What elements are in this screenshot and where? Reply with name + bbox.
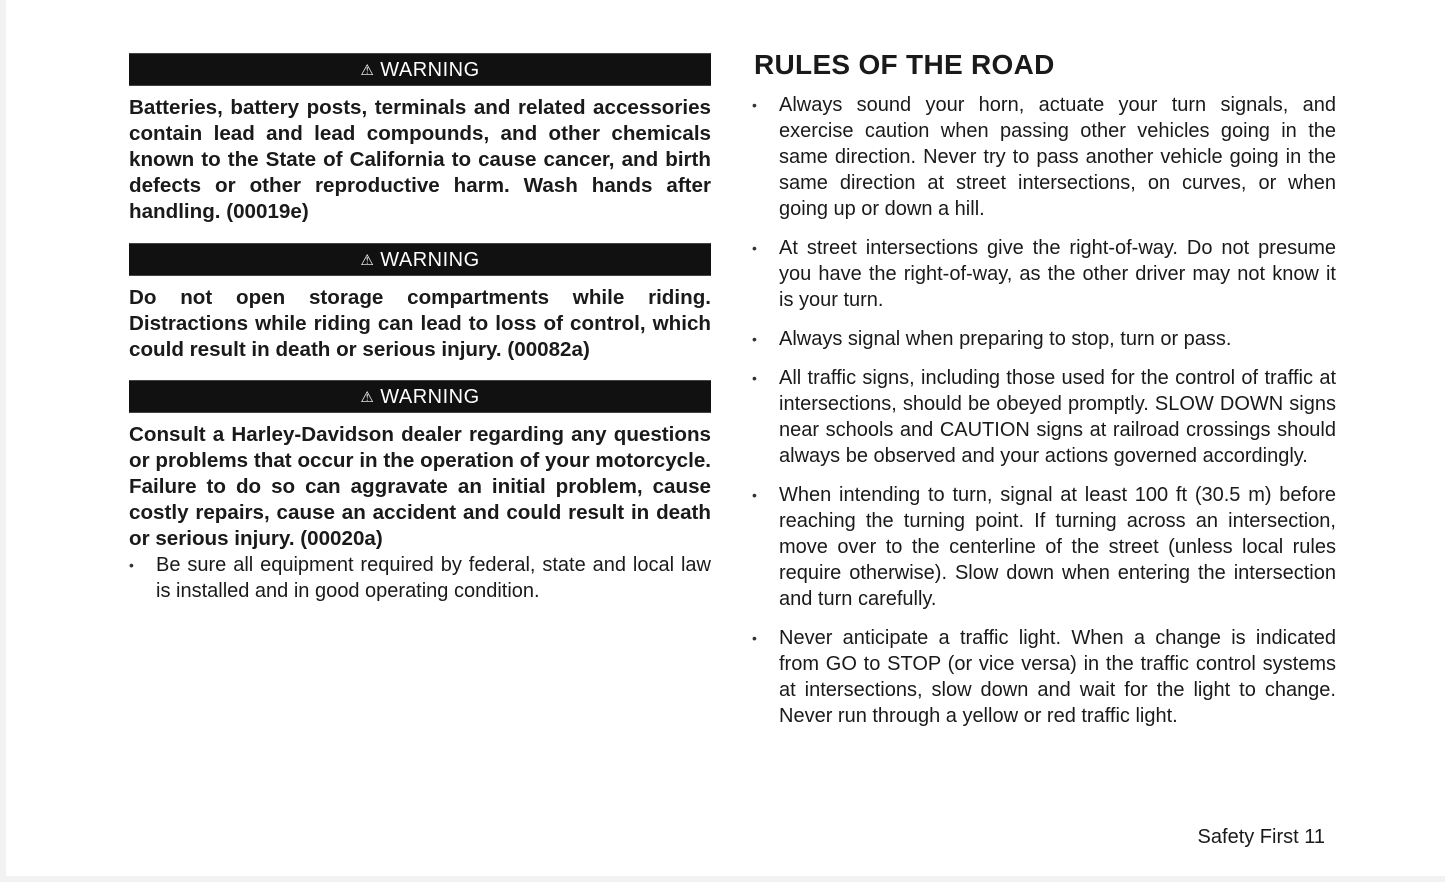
warning-label: WARNING [380,59,480,81]
list-item [752,326,1336,352]
list-item-text: Always signal when preparing to stop, turn or pass. [779,328,1232,350]
warning-label: WARNING [380,249,480,271]
bullet-icon: • [752,630,757,646]
warning-triangle-icon: ⚠ [360,252,375,269]
warning-triangle-icon: ⚠ [360,389,375,406]
left-column [129,53,711,604]
bullet-icon: • [752,487,757,503]
bullet-icon: • [752,331,757,347]
list-item-text: Be sure all equipment required by federal, state and local law is installed and in good operating condition. [156,554,711,602]
rules-bullet-list [752,92,1336,729]
page-footer: Safety First 11 [1197,826,1325,848]
list-item-text: Never anticipate a traffic light. When a change is indicated from GO to STOP (or vice versa) in the traffic control systems at intersections, slow down and wait for the light to change. Never run through a yellow or red traffic light. [779,627,1336,727]
list-item [752,625,1336,729]
list-item-text: Always sound your horn, actuate your turn signals, and exercise caution when passing other vehicles going in the same direction. Never try to pass another vehicle going in the same direction at street intersections, on curves, or when going up or down a hill. [779,94,1336,220]
equipment-bullet-list [129,552,711,604]
warning-header [129,380,711,413]
warning-text: Batteries, battery posts, terminals and related accessories contain lead and lead compounds, and other chemicals known to the State of California to cause cancer, and birth defects or other reproductive harm. Wash hands after handling. (00019e) [129,96,711,223]
list-item [752,235,1336,313]
bullet-icon: • [752,240,757,256]
list-item-text: At street intersections give the right-of-way. Do not presume you have the right-of-way, as the other driver may not know it is your turn. [779,237,1336,311]
warning-label: WARNING [380,386,480,408]
list-item-text: All traffic signs, including those used for the control of traffic at intersections, should be obeyed promptly. SLOW DOWN signs near schools and CAUTION signs at railroad crossings should always be observed and your actions governed accordingly. [779,367,1336,467]
warning-header [129,243,711,276]
bullet-icon: • [752,370,757,386]
list-item [752,482,1336,612]
warning-text: Consult a Harley-Davidson dealer regarding any questions or problems that occur in the operation of your motorcycle. Failure to do so can aggravate an initial problem, cause costly repairs, cause an accident and could result in death or serious injury. (00020a) [129,423,711,550]
list-item [752,92,1336,222]
warning-text: Do not open storage compartments while riding. Distractions while riding can lead to loss of control, which could result in death or serious injury. (00082a) [129,286,711,361]
warning-header [129,53,711,86]
bullet-icon: • [129,557,134,573]
bullet-icon: • [752,97,757,113]
right-column [752,48,1336,742]
list-item [129,552,711,604]
list-item [752,365,1336,469]
section-heading: RULES OF THE ROAD [754,49,1055,80]
warning-triangle-icon: ⚠ [360,62,375,79]
list-item-text: When intending to turn, signal at least 100 ft (30.5 m) before reaching the turning point. If turning across an intersection, move over to the centerline of the street (unless local rules require otherwise). Slow down when entering the intersection and turn carefully. [779,484,1336,610]
